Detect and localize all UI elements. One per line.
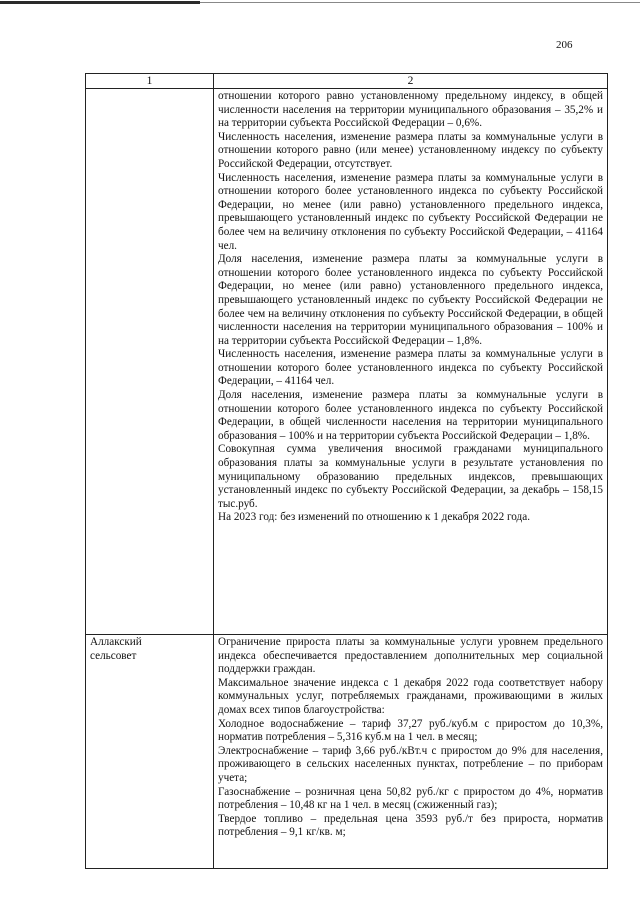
paragraph: Твердое топливо – предельная цена 3593 руб./т без прироста, норматив потребления – 9,1 кг/кв. м; — [218, 812, 603, 839]
row-label-cell — [86, 635, 214, 869]
header-cell-2: 2 — [214, 74, 608, 89]
top-border-rule — [0, 0, 640, 8]
paragraph: Численность населения, изменение размера платы за коммунальные услуги в отношении которого более установленного индекса по субъекту Российской Федерации, – 41164 чел. — [218, 348, 603, 388]
paragraph: Численность населения, изменение размера платы за коммунальные услуги в отношении которого более установленного индекса по субъекту Российской Федерации, но менее (или равно) установленного предельного индекса, превышающего установленный индекс по субъекту Российской Федерации не более чем на величину отклонения по субъекту Российской Федерации, – 41164 чел. — [218, 171, 603, 252]
document-table — [85, 73, 608, 869]
top-border-light-segment — [200, 2, 640, 3]
table-row — [86, 635, 608, 869]
paragraph: Ограничение прироста платы за коммунальные услуги уровнем предельного индекса обеспечивается предоставлением дополнительных мер социальной поддержки граждан. — [218, 636, 603, 676]
row-label — [86, 89, 213, 91]
paragraph: Совокупная сумма увеличения вносимой гражданами муниципального образования платы за коммунальные услуги в результате установления по муниципальному образованию предельных индексов, превышающих установленный индекс по субъекту Российской Федерации, за декабрь – 158,15 тыс.руб. — [218, 443, 603, 510]
paragraph: Численность населения, изменение размера платы за коммунальные услуги в отношении которого равно (или менее) установленному индексу по субъекту Российской Федерации, отсутствует. — [218, 130, 603, 170]
top-border-dark-segment — [0, 1, 200, 4]
row-label-cell — [86, 89, 214, 635]
page-number: 206 — [556, 39, 573, 51]
header-cell-1: 1 — [86, 74, 214, 89]
paragraph: Максимальное значение индекса с 1 декабря 2022 года соответствует набору коммунальных услуг, потребляемых гражданами, проживающими в жилых домах всех типов благоустройства: — [218, 676, 603, 716]
paragraph: Доля населения, изменение размера платы за коммунальные услуги в отношении которого более установленного индекса по субъекту Российской Федерации, в общей численности населения на территории муниципального образования – 100% и на территории субъекта Российской Федерации – 1,8%. — [218, 389, 603, 442]
paragraph: отношении которого равно установленному предельному индексу, в общей численности населения на территории муниципального образования – 35,2% и на территории субъекта Российской Федерации – 0,6%. — [218, 90, 603, 130]
paragraph: На 2023 год: без изменений по отношению к 1 декабря 2022 года. — [218, 511, 531, 524]
row-content-cell — [214, 89, 608, 635]
table-row — [86, 89, 608, 635]
row-content-cell — [214, 635, 608, 869]
row-label — [86, 635, 213, 664]
table-header-row — [86, 74, 608, 89]
row-label-line: сельсовет — [90, 649, 137, 662]
row-label-line: Аллакский — [90, 636, 142, 648]
row-content — [214, 89, 607, 526]
paragraph: Доля населения, изменение размера платы за коммунальные услуги в отношении которого более установленного индекса по субъекту Российской Федерации, но менее (или равно) установленного предельного индекса, превышающего установленный индекс по субъекту Российской Федерации не более чем на величину отклонения по субъекту Российской Федерации, в общей численности населения на территории муниципального образования – 100% и на территории субъекта Российской Федерации – 1,8%. — [218, 253, 603, 347]
paragraph: Холодное водоснабжение – тариф 37,27 руб./куб.м с приростом до 10,3%, норматив потребления – 5,316 куб.м на 1 чел. в месяц; — [218, 717, 603, 744]
paragraph: Электроснабжение – тариф 3,66 руб./кВт.ч с приростом до 9% для населения, проживающего в сельских населенных пунктах, потребление – по приборам учета; — [218, 744, 603, 784]
row-content — [214, 635, 607, 841]
paragraph: Газоснабжение – розничная цена 50,82 руб./кг с приростом до 4%, норматив потребления – 10,48 кг на 1 чел. в месяц (сжиженный газ); — [218, 785, 603, 812]
